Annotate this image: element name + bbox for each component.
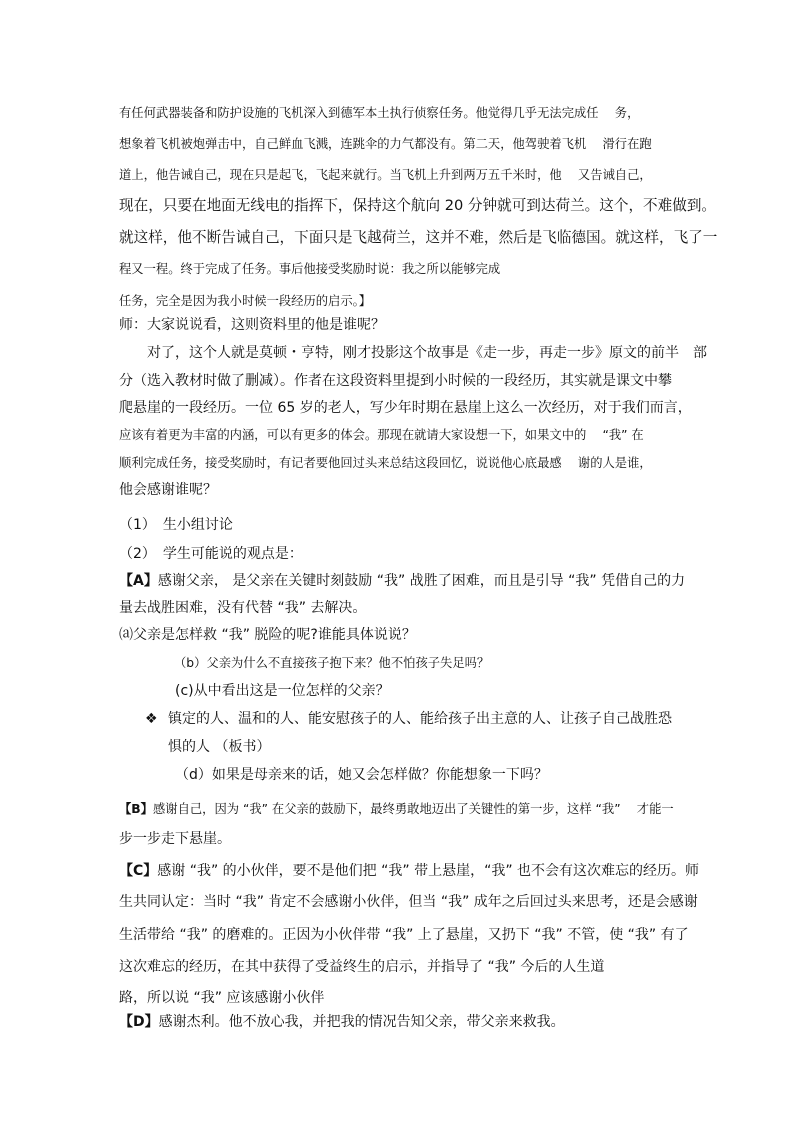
text-line: 任务，完全是因为我小时候一段经历的启示。】 — [119, 294, 372, 308]
text-line: 有任何武器装备和防护设施的飞机深入到德军本土执行侦察任务。他觉得几乎无法完成任 务， — [119, 106, 640, 120]
sub-question: （b）父亲为什么不直接孩子抱下来？他不怕孩子失足吗？ — [174, 656, 490, 670]
sub-question: ⒜父亲是怎样救 “我” 脱险的呢?谁能具体说说？ — [119, 627, 416, 643]
viewpoint-a — [119, 572, 685, 590]
viewpoint-text: 感谢父亲， 是父亲在关键时刻鼓励 “我” 战胜了困难，而且是引导 “我” 凭借自己的力 — [157, 573, 686, 589]
text-line: 惧的人 （板书） — [168, 739, 271, 755]
text-line: 分（选入教材时做了删减）。作者在这段资料里提到小时候的一段经历，其实就是课文中攀 — [119, 373, 672, 389]
text-line: 生活带给 “我” 的磨难的。正因为小伙伴带 “我” 上了悬崖，又扔下 “我” 不管，使 “我” 有了 — [119, 927, 689, 943]
label-d: 【D】 — [119, 1014, 159, 1030]
viewpoint-d — [119, 1013, 565, 1031]
text-line: 路，所以说 “我” 应该感谢小伙伴 — [119, 990, 325, 1006]
text-line: 现在，只要在地面无线电的指挥下，保持这个航向 20 分钟就可到达荷兰。这个，不难做到。 — [119, 197, 717, 214]
list-item: （1） 生小组讨论 — [119, 517, 233, 533]
text-line: 应该有着更为丰富的内涵，可以有更多的体会。那现在就请大家设想一下，如果文中的 “我” 在 — [119, 428, 644, 442]
text-line: 量去战胜困难，没有代替 “我” 去解决。 — [119, 600, 367, 616]
viewpoint-text: 感谢 “我” 的小伙伴，要不是他们把 “我” 带上悬崖，“我” 也不会有这次难忘的经历。师 — [157, 863, 700, 879]
text-line: 道上，他告诫自己，现在只是起飞，飞起来就行。当飞机上升到两万五千米时，他 又告诫自己， — [119, 168, 652, 182]
text-line: 想象着飞机被炮弹击中，自己鲜血飞溅，连跳伞的力气都没有。第二天，他驾驶着飞机 滑行在跑 — [119, 137, 652, 151]
text-line: 就这样，他不断告诫自己，下面只是飞越荷兰，这并不难，然后是飞临德国。就这样，飞了一 — [119, 229, 718, 246]
text-line: 程又一程。终于完成了任务。事后他接受奖励时说：我之所以能够完成 — [119, 262, 501, 276]
text-line: 生共同认定：当时 “我” 肯定不会感谢小伙伴，但当 “我” 成年之后回过头来思考，还是会感谢 — [119, 894, 698, 910]
viewpoint-c — [119, 862, 699, 880]
diamond-bullet-icon: ❖ — [145, 711, 158, 727]
text-line: 这次难忘的经历，在其中获得了受益终生的启示，并指导了 “我” 今后的人生道 — [119, 959, 605, 975]
viewpoint-b — [119, 800, 674, 818]
label-c: 【C】 — [119, 863, 158, 879]
label-b: 【B】 — [119, 802, 153, 816]
text-line: 对了，这个人就是莫顿・亨特，刚才投影这个故事是《走一步，再走一步》原文的前半 部 — [147, 345, 707, 361]
text-line: 他会感谢谁呢？ — [119, 482, 217, 498]
text-line: 顺利完成任务，接受奖励时，有记者要他回过头来总结这段回忆，说说他心底最感 谢的人是谁， — [119, 456, 652, 470]
text-line: 步一步走下悬崖。 — [119, 831, 231, 847]
teacher-question: 师：大家说说看，这则资料里的他是谁呢？ — [119, 317, 385, 333]
text-line: 爬悬崖的一段经历。一位 65 岁的老人，写少年时期在悬崖上这么一次经历，对于我们而言， — [119, 400, 692, 416]
list-item: （2） 学生可能说的观点是： — [119, 546, 303, 562]
text-line: 镇定的人、温和的人、能安慰孩子的人、能给孩子出主意的人、让孩子自己战胜恐 — [168, 711, 672, 727]
sub-question: (c)从中看出这是一位怎样的父亲？ — [175, 683, 390, 699]
sub-question: （d）如果是母亲来的话，她又会怎样做？你能想象一下吗？ — [175, 767, 548, 783]
viewpoint-text: 感谢自己，因为 “我” 在父亲的鼓励下，最终勇敢地迈出了关键性的第一步，这样 “我” 才能一 — [152, 802, 674, 816]
label-a: 【A】 — [119, 573, 158, 589]
viewpoint-text: 感谢杰利。他不放心我，并把我的情况告知父亲，带父亲来救我。 — [158, 1014, 565, 1030]
